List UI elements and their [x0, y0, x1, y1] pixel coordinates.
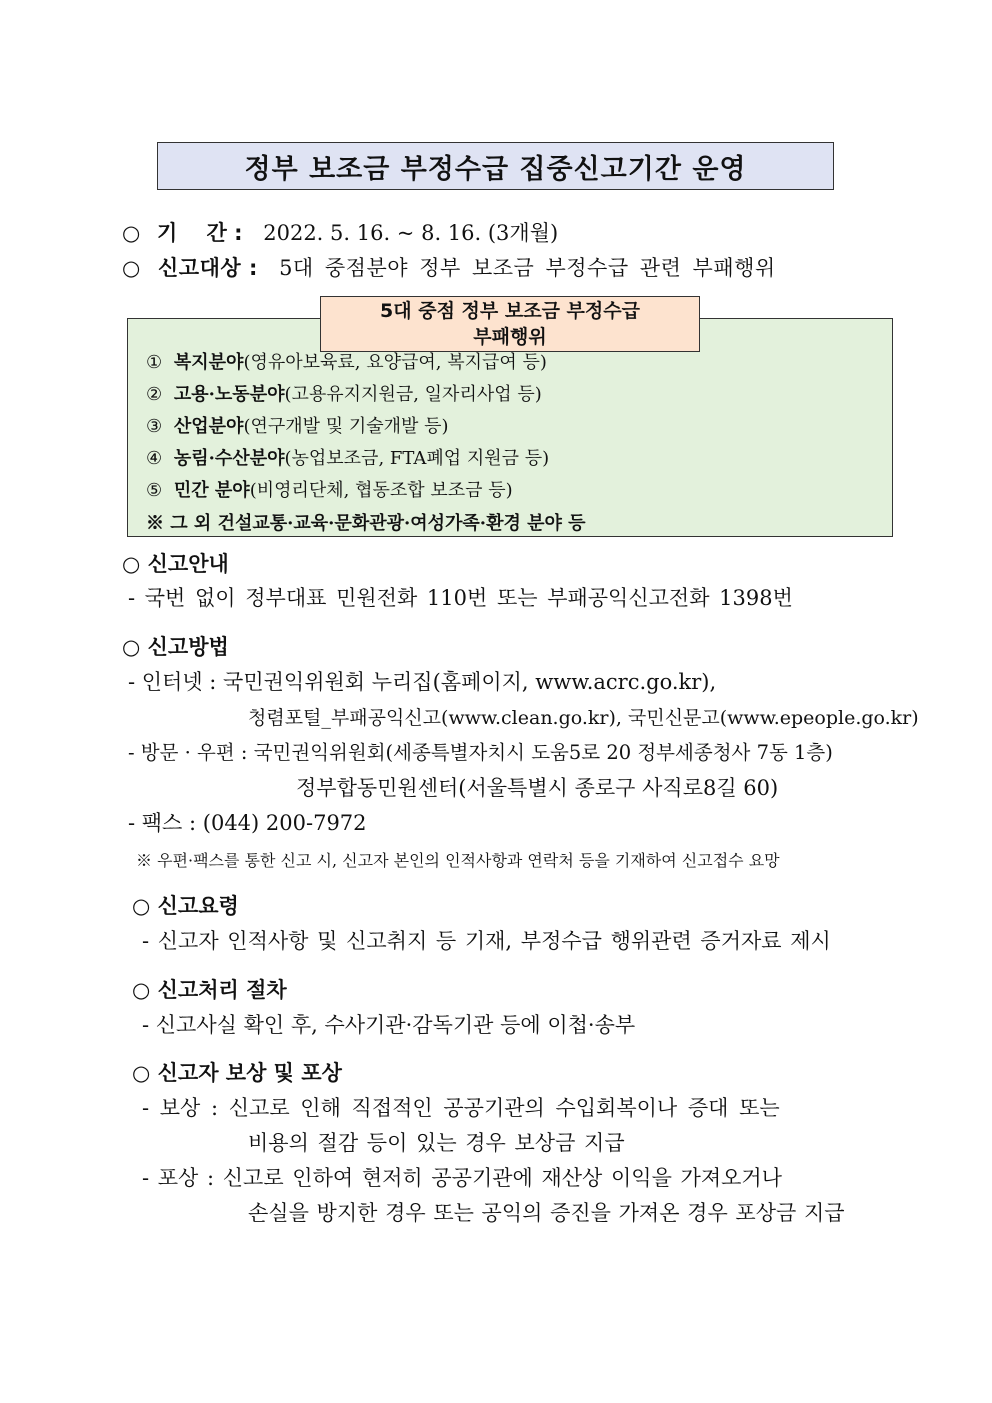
period-bullet: ○ [122, 221, 141, 245]
period-row [122, 218, 558, 248]
fields-box-header-line2: 부패행위 [473, 326, 547, 348]
reward-prize-line1: - 포상 : 신고로 인하여 현저히 공공기관에 재산상 이익을 가져오거나 [142, 1166, 782, 1190]
field-item-industry [146, 414, 449, 440]
fields-box-header-line1: 5대 중점 정부 보조금 부정수급 [380, 300, 640, 322]
process-line: - 신고사실 확인 후, 수사기관·감독기관 등에 이첩·송부 [142, 1013, 636, 1037]
procedure-heading: ○ 신고요령 [132, 893, 239, 918]
process-heading: ○ 신고처리 절차 [132, 977, 287, 1002]
item-field: 민간 분야 [173, 480, 250, 501]
guide-heading: ○ 신고안내 [122, 551, 229, 576]
period-label: 기 간 : [157, 221, 243, 245]
title-box [157, 142, 834, 190]
method-visit-line2: 정부합동민원센터(서울특별시 종로구 사직로8길 60) [296, 776, 779, 800]
item-number: ③ [146, 416, 163, 437]
item-field: 농림·수산분야 [173, 448, 285, 469]
item-detail: (비영리단체, 협동조합 보조금 등) [249, 480, 513, 501]
method-visit-line1: - 방문 · 우편 : 국민권익위원회(세종특별자치시 도움5로 20 정부세종청사 7동 1층) [128, 741, 833, 764]
target-bullet: ○ [122, 256, 141, 280]
field-item-private [146, 478, 513, 504]
item-detail: (연구개발 및 기술개발 등) [243, 416, 449, 437]
item-field: 고용·노동분야 [173, 384, 285, 405]
procedure-line: - 신고자 인적사항 및 신고취지 등 기재, 부정수급 행위관련 증거자료 제시 [142, 929, 831, 953]
item-number: ④ [146, 448, 163, 469]
fields-box-header [320, 296, 700, 352]
field-item-welfare [146, 350, 547, 376]
method-internet-line1: - 인터넷 : 국민권익위원회 누리집(홈페이지, www.acrc.go.kr), [128, 670, 717, 694]
target-value: 5대 중점분야 정부 보조금 부정수급 관련 부패행위 [279, 256, 776, 280]
item-number: ① [146, 352, 163, 373]
target-label: 신고대상 : [158, 256, 258, 280]
method-heading: ○ 신고방법 [122, 634, 229, 659]
period-value: 2022. 5. 16. ~ 8. 16. (3개월) [263, 221, 559, 245]
field-item-employment [146, 382, 542, 408]
guide-line: - 국번 없이 정부대표 민원전화 110번 또는 부패공익신고전화 1398번 [128, 586, 793, 610]
method-fax: - 팩스 : (044) 200-7972 [128, 811, 367, 835]
method-internet-line2: 청렴포털_부패공익신고(www.clean.go.kr), 국민신문고(www.epeople.go.kr) [248, 707, 919, 729]
reward-prize-line2: 손실을 방지한 경우 또는 공익의 증진을 가져온 경우 포상금 지급 [248, 1201, 845, 1225]
reward-heading: ○ 신고자 보상 및 포상 [132, 1060, 342, 1085]
reward-comp-line2: 비용의 절감 등이 있는 경우 보상금 지급 [248, 1131, 625, 1155]
method-note: ※ 우편·팩스를 통한 신고 시, 신고자 본인의 인적사항과 연락처 등을 기재하여 신고접수 요망 [136, 851, 780, 870]
item-number: ② [146, 384, 163, 405]
fields-box-footnote: ※ 그 외 건설교통·교육·문화관광·여성가족·환경 분야 등 [146, 513, 586, 534]
item-detail: (농업보조금, FTA폐업 지원금 등) [284, 448, 550, 469]
field-item-agriculture [146, 446, 549, 472]
page-title: 정부 보조금 부정수급 집중신고기간 운영 [244, 153, 747, 185]
item-number: ⑤ [146, 480, 163, 501]
reward-comp-line1: - 보상 : 신고로 인해 직접적인 공공기관의 수입회복이나 증대 또는 [142, 1096, 780, 1120]
item-detail: (고용유지지원금, 일자리사업 등) [284, 384, 542, 405]
target-row [122, 253, 776, 283]
item-field: 복지분야 [173, 352, 244, 373]
item-detail: (영유아보육료, 요양급여, 복지급여 등) [243, 352, 547, 373]
item-field: 산업분야 [173, 416, 244, 437]
